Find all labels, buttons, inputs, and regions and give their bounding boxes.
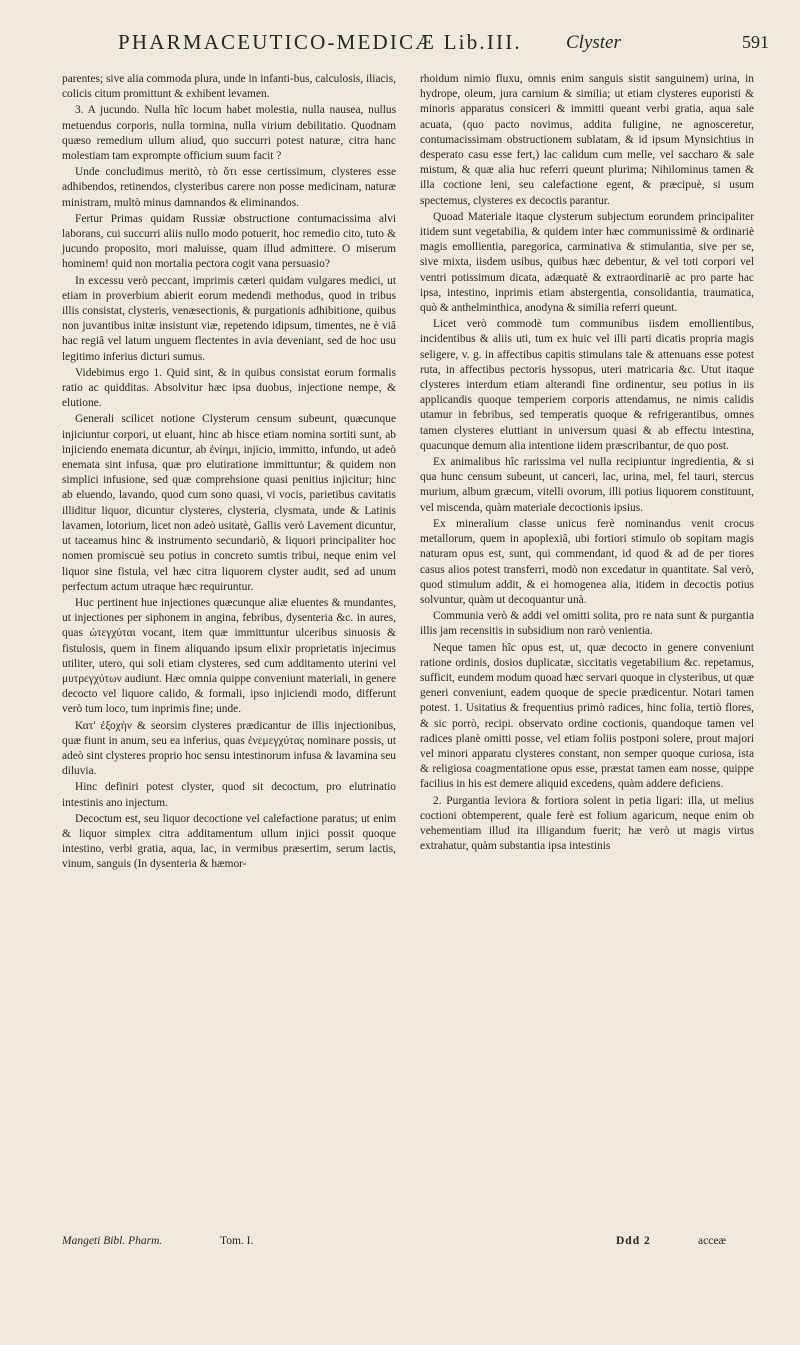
paragraph: Ex animalibus hîc rarissima vel nulla recipiuntur ingredientia, & si qua hunc censum subeunt, ut canceri, lac, urina, mel, fel tauri, stercus murium, album græcum, vitelli ovorum, illi potius liquorem constituunt, vel miscenda, quàm materiale decoctionis ipsius. [420, 456, 754, 514]
paragraph: Hinc definiri potest clyster, quod sit decoctum, pro elutrinatio intestinis ano injectum. [62, 781, 396, 809]
paragraph: 2. Purgantia leviora & fortiora solent in petia ligari: illa, ut melius coctioni obtemperent, quale ferè est folium agaricum, neque enim ob vehementiam illud ita illigandum fuerit; hæ verò ut magis virtus extrahatur, quàm substantia ipsa intestinis [420, 794, 754, 853]
paragraph: rhoidum nimio fluxu, omnis enim sanguis sistit sanguinem) urina, in hydrope, oleum, jura carnium & similia; ut etiam clysteres euporisti & minoris apparatus consiceri & immitti queant verbi gratia, aqua sale acuata, (quo pacto novimus, addita fuligine, ne agnosceretur, contumacissimam obstructionem sublatam, & id ipsum Mynsichtius in desperato casu esse fert,) lac calidum cum melle, vel saccharo & sale mistum, & quæ alia huc referri queunt plurima; Nihilominus tamen & illa coctione leni, seu calefactione egent, & præcipuè, si usum spectemus, clysteres ex decoctis parantur. [420, 73, 754, 207]
page-number: 591 [742, 32, 769, 52]
paragraph: Communia verò & addi vel omitti solita, pro re nata sunt & purgantia illis jam recensitis in subsidium non rarò venientia. [420, 610, 754, 638]
paragraph: Unde concludimus meritò, τὸ ὅτι esse certissimum, clysteres esse adhibendos, retinendos, clysteribus carere non posse medicinam, naturæ ministram, multò minus damnandos & eliminandos. [62, 166, 396, 209]
header-title: PHARMACEUTICO-MEDICÆ Lib.III. [118, 30, 522, 54]
signature-mark: Ddd 2 [616, 1235, 651, 1247]
paragraph: Videbimus ergo 1. Quid sint, & in quibus consistat eorum formalis ratio ac quidditas. Absolvitur hæc ipsa duobus, injectione nempe, & elutione. [62, 366, 396, 410]
right-text-column [420, 72, 754, 855]
paragraph: Decoctum est, seu liquor decoctione vel calefactione paratus; ut enim & liquor simplex citra additamentum ullum injici possit quoque intestino, verbi gratia, aqua, lac, in vermibus præsertim, serum lactis, vinum, sanguis (In dysenteria & hæmor- [62, 812, 396, 871]
paragraph: Ex mineralium classe unicus ferè nominandus venit crocus metallorum, quem in apoplexiâ, ubi fortiori stimulo ob sopitam magis naturam opus est, sunt, qui commendant, id quod & ad de per tiores casus alios potest transferri, modò non excedatur in quantitate. Sal verò, quod stimulum addit, & ei homogenea alia, itidem in decoctis potius solvuntur, quàm ut decoquantur unà. [420, 517, 754, 606]
catchword: acceæ [698, 1235, 727, 1247]
paragraph: Licet verò commodè tum communibus iisdem emollientibus, incidentibus & aliis uti, tum ex huic vel illi parti dicatis propria magis seligere, v. g. in affectibus capitis stimulans tale & attenuans esse potest ruta, in affectibus pectoris hyssopus, uteri matricaria &c. Utut itaque clysteres interdum etiam alterandi fine ordinentur, seu potius in iis applicandis quoque temperiem corporis attendamus, ne nimis calidis utamur in febribus, sed temperatis quoque & refrigerantibus, omnes tamen clysteres eluttiant in universum quasi & ab effectu intestina, quacunque demum alia intentione iidem præscribantur, de quo post. [420, 318, 754, 452]
header-section: Clyster [566, 32, 621, 53]
paragraph: 3. A jucundo. Nulla hîc locum habet molestia, nulla nausea, nullus metuendus corporis, nulla tormina, nulla virium debilitatio. Quodnam quæso remedium ullum aliud, quo succurri potest naturæ, citra hanc molestiam tam exprompte officium suum facit ? [62, 104, 396, 163]
paragraph: Fertur Primas quidam Russiæ obstructione contumacissima alvi laborans, cui succurri aliis nullo modo potuerit, hoc remedio cito, tuto & jucundo proposito, mori maluisse, quam illud admittere. O miserum hominem! quid non mortalia pectora cogit vana persuasio? [62, 212, 396, 271]
paragraph: Κατ' ἐξοχὴν & seorsim clysteres prædicantur de illis injectionibus, quæ fiunt in anum, seu ea inferius, quas ἐνεμεγχύτας nominare possis, ut adeò sint clysteres proprio hoc sensu intestinorum infusa & lavamina seu diluvia. [62, 719, 396, 778]
paragraph: Huc pertinent hue injectiones quæcunque aliæ eluentes & mundantes, ut injectiones per siphonem in angina, febribus, dysenteria &c. in aures, quas ὠτεγχύται vocant, item quæ immittuntur ulceribus sinuosis & fistulosis, quem in finem aliquando ipsum elixir proprietatis injecimus utiliter, utero, qui soli etiam clysteres, sed cum additamento uterini vel μυτρεγχύτων audiunt. Hæc omnia quippe conveniunt materiali, in genere decocto vel liquore calido, & formali, ipso injiciendi modo, differunt verò tum loco, tum inprimis fine; unde. [62, 596, 396, 716]
paragraph: In excessu verò peccant, imprimis cæteri quidam vulgares medici, ut etiam in proverbium abierit eorum medendi methodus, quod in tribus illis consistat, clysteris, venæsectionis, & purgationis adhibitione, quibus non juvantibus initæ insistunt viæ, repetendo idipsum, timentes, ne è viâ hac regiâ vel latum unguem flectentes in avia deveniant, sed de hoc usu legitimo inferius dicturi sumus. [62, 274, 396, 363]
paragraph: Generali scilicet notione Clysterum censum subeunt, quæcunque injiciuntur corpori, ut eluant, hinc ab hisce etiam nomina sortiti sunt, ab injiciendo enemata dicuntur, ab ἐνίημι, injicio, immitto, infundo, ut adeò enemata sint infusa, quæ pro elutiratione immittuntur; & quidem non simplici infusione, sed quæ comprehsione quasi penitius injicitur; hinc ab eluendo, lavando, quod cum sono quasi, vi vocis, parietibus cavitatis illiditur liquor, dicuntur clysteres, clysteria, clysmata, unde & Latinis lavamen, lotorium, licet non adeò usitatè, Gallis verò Lavement dicuntur, ut taceamus hinc & instrumento secundariò, & liquori principaliter hoc nomen promiscuè seu potius in concreto sumtis tribui, neque enim vel liquor sine fistula, vel hæc citra liquorem clyster audit, sed ad unum perfectum actum utraque hæc requiruntur. [62, 413, 396, 593]
paragraph: Neque tamen hîc opus est, ut, quæ decocto in genere conveniunt ratione ordinis, dosios duplicatæ, siccitatis vegetabilium &c. repetamus, sufficit, eundem modum quoad hæc servari quoque in clysteribus, ut quæ generi conveniunt, eadem quoque de specie prædicentur. Notari tamen potest. 1. Usitatius & frequentius primò radices, hinc folia, tertiò flores, & sic porrò, recipi. observato ordine coctionis, quandoque tamen vel radices planè omitti posse, vel etiam foliis postponi solere, prout majori vel minori apparatu clysteres constant, non semper quoque curiosa, ista & religiosa coagmentatione opus esse, præstat tamen eam nosse, quippe facilius in his est demere aliquid excedens, quàm addere deficiens. [420, 641, 754, 791]
left-text-column [62, 72, 396, 874]
footer-tome: Tom. I. [220, 1235, 254, 1247]
paragraph: Quoad Materiale itaque clysterum subjectum eorundem principaliter itidem sunt vegetabilia, & quidem inter hæc communissimè & ordinariè magis emollientia, paregorica, carminativa & stimulantia, sive per se, sive mixta, iisdem usibus, quibus hæc debentur, & vel toti corpori vel ventri potissimum dicata, adæquatè & extraordinariè ac pro parte hac ipsa, intestino, inprimis etiam abstergentia, consolidantia, traumatica, quò & anthelminthica, anodyna & similia referri queunt. [420, 210, 754, 315]
footer-left [62, 1235, 396, 1247]
footer-signature: Mangeti Bibl. Pharm. [62, 1235, 163, 1247]
paragraph: parentes; sive alia commoda plura, unde in infanti-bus, calculosis, iliacis, colicis citum promittunt & exhibent levamen. [62, 73, 396, 101]
running-header [0, 30, 800, 66]
